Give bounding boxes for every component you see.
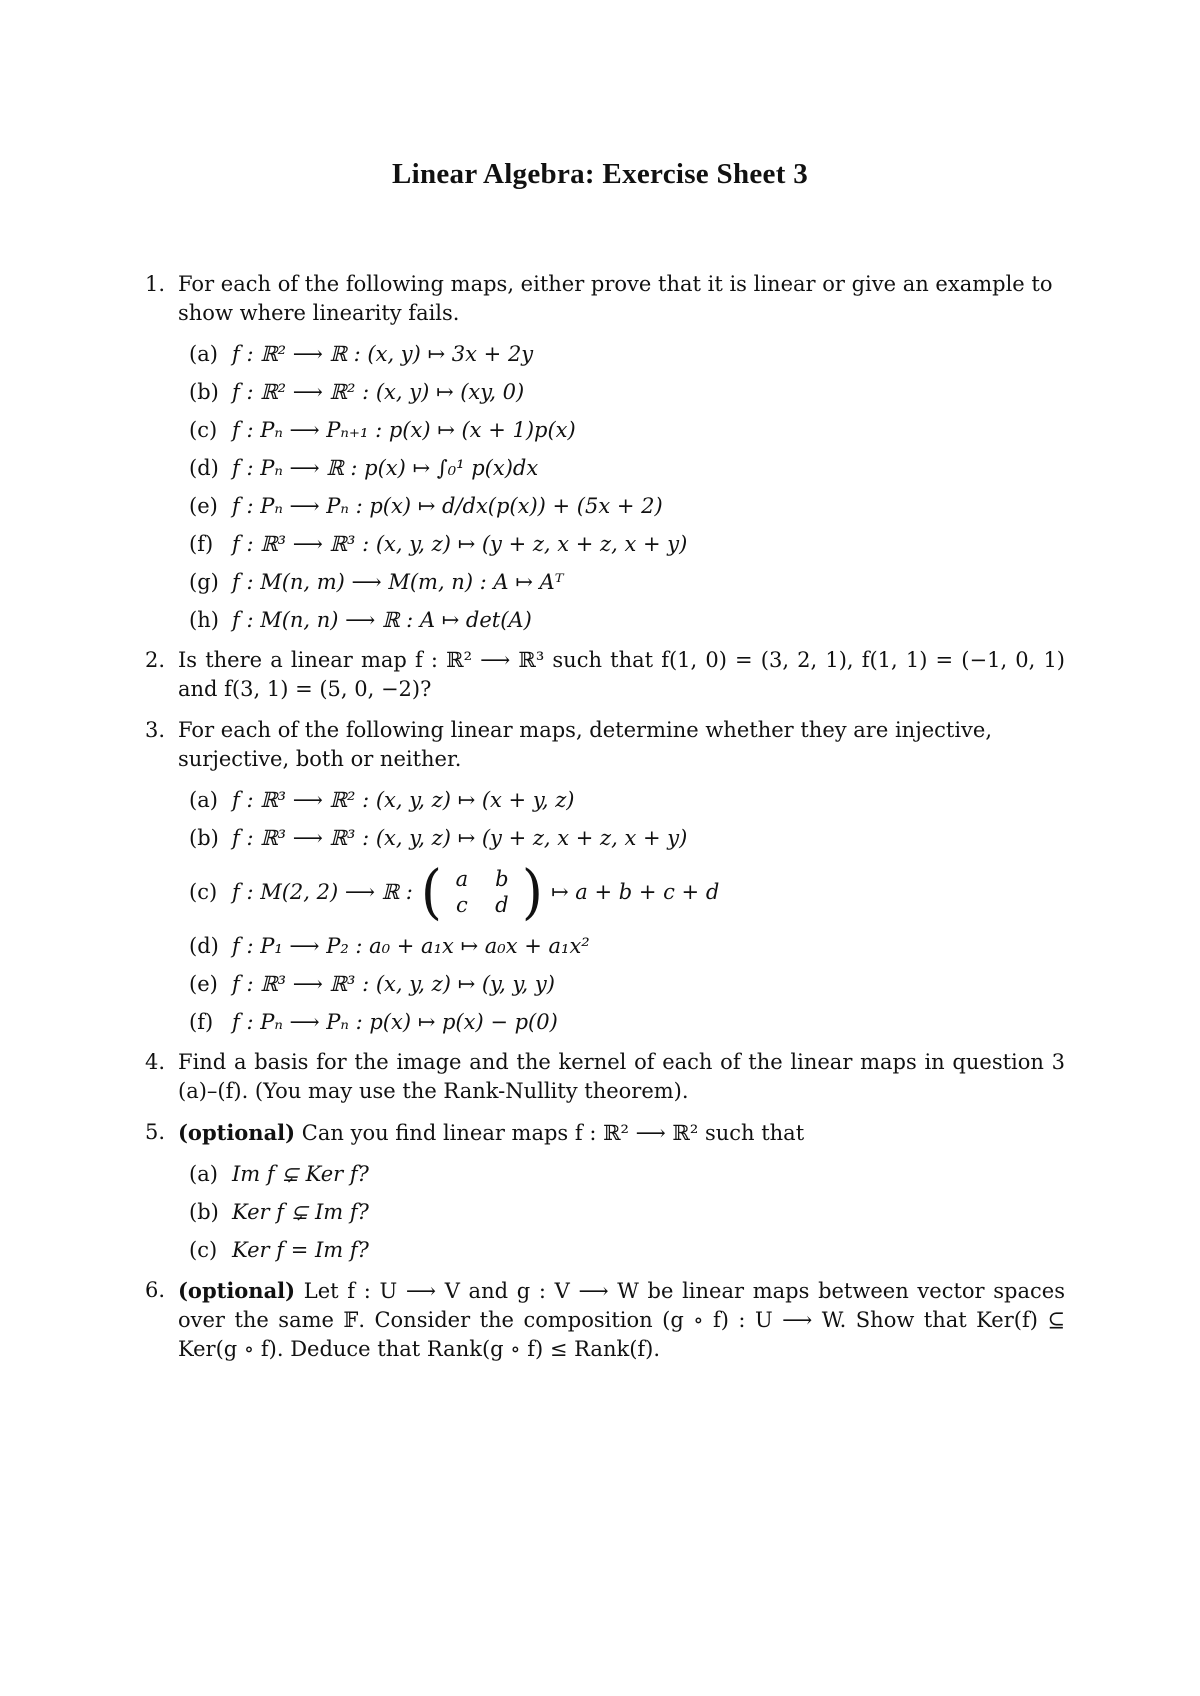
subpart-label: (h) <box>189 608 219 632</box>
subpart <box>145 530 1065 558</box>
matrix-entry: a <box>455 867 469 891</box>
matrix-map-result: ↦ a + b + c + d <box>550 880 720 904</box>
subpart <box>145 1008 1065 1036</box>
subpart-label: (b) <box>189 826 219 850</box>
matrix-entry: b <box>495 867 509 891</box>
problem-3 <box>145 716 1065 1036</box>
subpart <box>145 856 1065 927</box>
subpart-expression <box>232 856 1065 927</box>
subpart-label: (c) <box>189 1238 218 1262</box>
problem-number: 2. <box>145 648 166 672</box>
subpart-list <box>145 340 1065 634</box>
subpart <box>145 1236 1065 1264</box>
subpart-expression: f : Pₙ ⟶ Pₙ : p(x) ↦ d/dx(p(x)) + (5x + 2) <box>232 494 663 518</box>
problem-text: Is there a linear map f : ℝ² ⟶ ℝ³ such that f(1, 0) = (3, 2, 1), f(1, 1) = (−1, 0, 1) and f(3, 1) = (5, 0, −2)? <box>178 648 1065 701</box>
subpart-label: (e) <box>189 494 218 518</box>
subpart-label: (f) <box>189 532 214 556</box>
problem-number: 5. <box>145 1120 166 1144</box>
subpart-list <box>145 786 1065 1036</box>
problem-number: 6. <box>145 1278 166 1302</box>
subpart <box>145 492 1065 520</box>
subpart-expression: f : Pₙ ⟶ ℝ : p(x) ↦ ∫₀¹ p(x)dx <box>232 456 539 480</box>
subpart <box>145 416 1065 444</box>
optional-tag: (optional) <box>178 1120 296 1145</box>
subpart-expression: f : M(n, m) ⟶ M(m, n) : A ↦ Aᵀ <box>232 570 564 594</box>
problem-2 <box>145 646 1065 704</box>
matrix-entry: c <box>456 893 468 917</box>
page-title: Linear Algebra: Exercise Sheet 3 <box>391 158 809 190</box>
subpart-label: (a) <box>189 788 218 812</box>
matrix <box>420 856 543 927</box>
subpart-label: (d) <box>189 934 219 958</box>
subpart-expression: f : Pₙ ⟶ Pₙ : p(x) ↦ p(x) − p(0) <box>232 1010 558 1034</box>
optional-tag: (optional) <box>178 1278 296 1303</box>
subpart-label: (a) <box>189 1162 218 1186</box>
problem-text: For each of the following linear maps, determine whether they are injective, surjective, both or neither. <box>178 718 993 771</box>
problem-body <box>178 1118 1065 1148</box>
right-paren: ) <box>521 856 543 927</box>
subpart-expression: f : ℝ³ ⟶ ℝ³ : (x, y, z) ↦ (y + z, x + z, x + y) <box>232 532 688 556</box>
subpart-list <box>145 1160 1065 1264</box>
subpart <box>145 378 1065 406</box>
subpart <box>145 1198 1065 1226</box>
subpart-expression: Ker f ⊊ Im f? <box>232 1200 369 1224</box>
problem-number: 1. <box>145 272 166 296</box>
subpart-expression: f : P₁ ⟶ P₂ : a₀ + a₁x ↦ a₀x + a₁x² <box>232 934 590 958</box>
left-paren: ( <box>420 856 442 927</box>
subpart-label: (b) <box>189 380 219 404</box>
subpart-expression: f : ℝ³ ⟶ ℝ³ : (x, y, z) ↦ (y + z, x + z, x + y) <box>232 826 688 850</box>
matrix-entry: d <box>495 893 509 917</box>
matrix-map-prefix: f : M(2, 2) ⟶ ℝ : <box>232 880 413 904</box>
problem-text: Let f : U ⟶ V and g : V ⟶ W be linear maps between vector spaces over the same 𝔽. Consider the composition (g ∘ f) : U ⟶ W. Show that Ker(f) ⊆ Ker(g ∘ f). Deduce that Rank(g ∘ f) ≤ Rank(f). <box>178 1279 1065 1361</box>
problem-body <box>178 1276 1065 1364</box>
problem-5 <box>145 1118 1065 1264</box>
subpart-label: (a) <box>189 342 218 366</box>
problem-number: 3. <box>145 718 166 742</box>
matrix-entries <box>442 866 522 918</box>
subpart <box>145 786 1065 814</box>
subpart-label: (c) <box>189 418 218 442</box>
subpart-label: (f) <box>189 1010 214 1034</box>
subpart-label: (c) <box>189 880 218 904</box>
problem-text: For each of the following maps, either prove that it is linear or give an example to show where linearity fails. <box>178 272 1053 325</box>
subpart <box>145 454 1065 482</box>
subpart <box>145 1160 1065 1188</box>
subpart <box>145 932 1065 960</box>
subpart-expression: f : ℝ² ⟶ ℝ : (x, y) ↦ 3x + 2y <box>232 342 534 366</box>
subpart-expression: f : ℝ³ ⟶ ℝ³ : (x, y, z) ↦ (y, y, y) <box>232 972 555 996</box>
problem-list <box>145 270 1065 1376</box>
subpart-expression: Ker f = Im f? <box>232 1238 369 1262</box>
subpart <box>145 970 1065 998</box>
subpart-expression: f : Pₙ ⟶ Pₙ₊₁ : p(x) ↦ (x + 1)p(x) <box>232 418 576 442</box>
subpart-label: (d) <box>189 456 219 480</box>
subpart-expression: f : M(n, n) ⟶ ℝ : A ↦ det(A) <box>232 608 532 632</box>
subpart-label: (g) <box>189 570 219 594</box>
problem-text: Find a basis for the image and the kernel of each of the linear maps in question 3 (a)–(f). (You may use the Rank-Nullity theorem). <box>178 1050 1065 1103</box>
problem-number: 4. <box>145 1050 166 1074</box>
problem-6 <box>145 1276 1065 1364</box>
subpart-expression: f : ℝ² ⟶ ℝ² : (x, y) ↦ (xy, 0) <box>232 380 525 404</box>
subpart-expression: f : ℝ³ ⟶ ℝ² : (x, y, z) ↦ (x + y, z) <box>232 788 575 812</box>
subpart-label: (b) <box>189 1200 219 1224</box>
subpart <box>145 568 1065 596</box>
problem-text: Can you find linear maps f : ℝ² ⟶ ℝ² such that <box>301 1121 805 1145</box>
subpart-expression: Im f ⊊ Ker f? <box>232 1162 369 1186</box>
subpart <box>145 340 1065 368</box>
subpart <box>145 606 1065 634</box>
subpart-label: (e) <box>189 972 218 996</box>
problem-1 <box>145 270 1065 634</box>
problem-4 <box>145 1048 1065 1106</box>
subpart <box>145 824 1065 852</box>
